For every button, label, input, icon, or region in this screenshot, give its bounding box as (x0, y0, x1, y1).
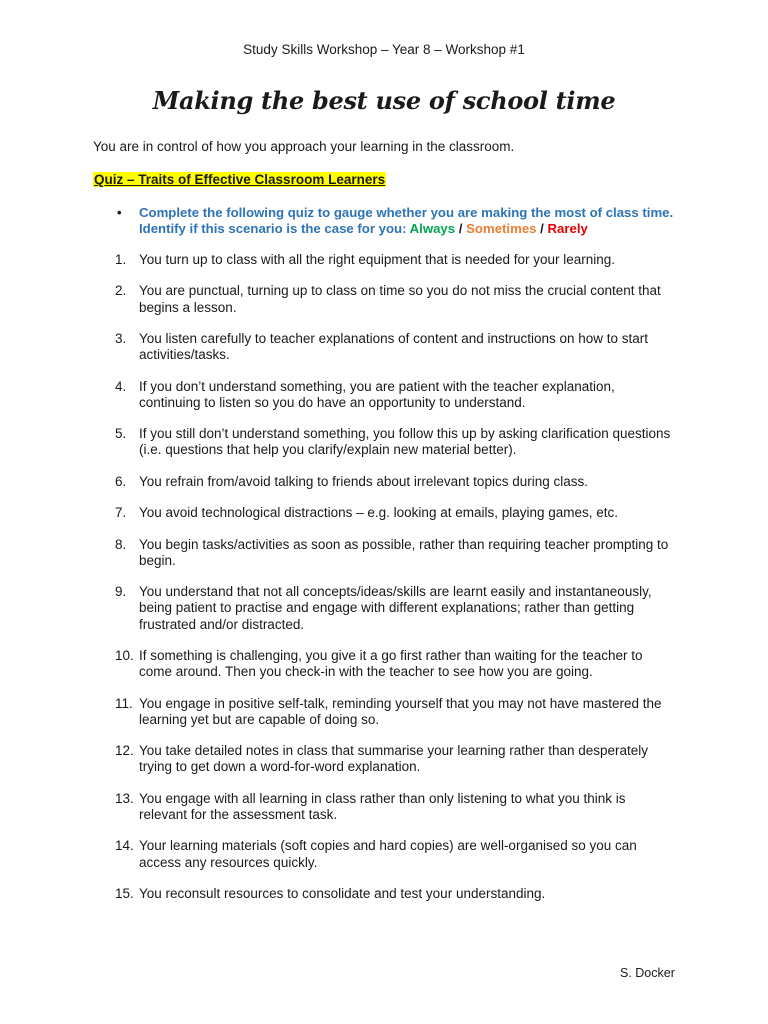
item-number: 8. (115, 536, 127, 552)
instruction-prefix: Identify if this scenario is the case for you: (139, 221, 410, 236)
item-number: 11. (115, 695, 133, 711)
list-item (115, 252, 675, 268)
list-item (115, 886, 675, 902)
list-item (115, 696, 675, 728)
list-item (115, 838, 675, 870)
list-item (115, 331, 675, 363)
item-text: You engage with all learning in class rather than only listening to what you think is relevant for the assessment task. (139, 790, 626, 822)
instruction-line-1: Complete the following quiz to gauge whether you are making the most of class time. (139, 205, 674, 220)
quiz-list (115, 252, 675, 917)
list-item (115, 379, 675, 411)
option-separator: / (540, 221, 544, 236)
item-text: You refrain from/avoid talking to friends about irrelevant topics during class. (139, 473, 588, 489)
item-number: 13. (115, 790, 134, 806)
author-footer: S. Docker (620, 966, 675, 980)
item-number: 12. (115, 743, 134, 759)
item-number: 10. (115, 647, 134, 663)
option-always: Always (409, 221, 456, 236)
item-text: You engage in positive self-talk, reminding yourself that you may not have mastered the learning yet but are capable of doing so. (139, 695, 662, 727)
item-number: 2. (115, 283, 127, 299)
instruction-text (139, 205, 687, 237)
item-number: 4. (115, 378, 127, 394)
item-text: If something is challenging, you give it a go first rather than waiting for the teacher to come around. Then you check-in with the teacher to see how you are going. (139, 647, 643, 680)
option-separator: / (458, 221, 463, 236)
list-item (115, 791, 675, 823)
option-rarely: Rarely (547, 221, 588, 236)
quiz-heading: Quiz – Traits of Effective Classroom Learners (94, 172, 386, 187)
item-number: 1. (115, 252, 127, 267)
list-item (115, 537, 675, 569)
page-title: Making the best use of school time (152, 86, 616, 115)
list-item (115, 584, 675, 633)
item-number: 6. (115, 473, 127, 489)
document-header: Study Skills Workshop – Year 8 – Workshop #1 (243, 42, 525, 57)
item-text: You reconsult resources to consolidate and test your understanding. (139, 885, 546, 901)
item-text: You listen carefully to teacher explanations of content and instructions on how to start activities/tasks. (139, 330, 649, 363)
instruction-bullet (117, 205, 687, 237)
item-text: If you don’t understand something, you are patient with the teacher explanation, continuing to listen so you do have an opportunity to understand. (139, 378, 615, 410)
item-number: 9. (115, 584, 127, 600)
item-text: You understand that not all concepts/ideas/skills are learnt easily and instantaneously, being patient to practise and engage with different explanations; rather than getting frustrated and/or distracted. (139, 584, 652, 632)
list-item (115, 283, 675, 315)
option-sometimes: Sometimes (466, 221, 537, 236)
item-text: You are punctual, turning up to class on time so you do not miss the crucial content that begins a lesson. (139, 283, 661, 315)
list-item (115, 743, 675, 775)
list-item (115, 505, 675, 521)
item-number: 7. (115, 505, 127, 521)
item-text: You take detailed notes in class that summarise your learning rather than desperately trying to get down a word-for-word explanation. (139, 743, 649, 775)
item-text: If you still don’t understand something, you follow this up by asking clarification questions (i.e. questions that help you clarify/explain new material better). (139, 426, 671, 458)
list-item (115, 648, 675, 680)
list-item (115, 426, 675, 458)
item-number: 15. (115, 885, 134, 901)
item-text: You turn up to class with all the right equipment that is needed for your learning. (139, 252, 616, 267)
list-item (115, 474, 675, 490)
item-number: 3. (115, 330, 127, 346)
item-number: 5. (115, 426, 127, 442)
instruction-line-2 (139, 221, 687, 237)
item-text: You begin tasks/activities as soon as possible, rather than requiring teacher prompting to begin. (139, 536, 669, 568)
item-text: You avoid technological distractions – e.g. looking at emails, playing games, etc. (139, 505, 619, 521)
intro-text: You are in control of how you approach your learning in the classroom. (93, 139, 515, 154)
bullet-icon: • (117, 205, 122, 220)
item-text: Your learning materials (soft copies and hard copies) are well-organised so you can access any resources quickly. (139, 838, 637, 870)
item-number: 14. (115, 838, 134, 854)
